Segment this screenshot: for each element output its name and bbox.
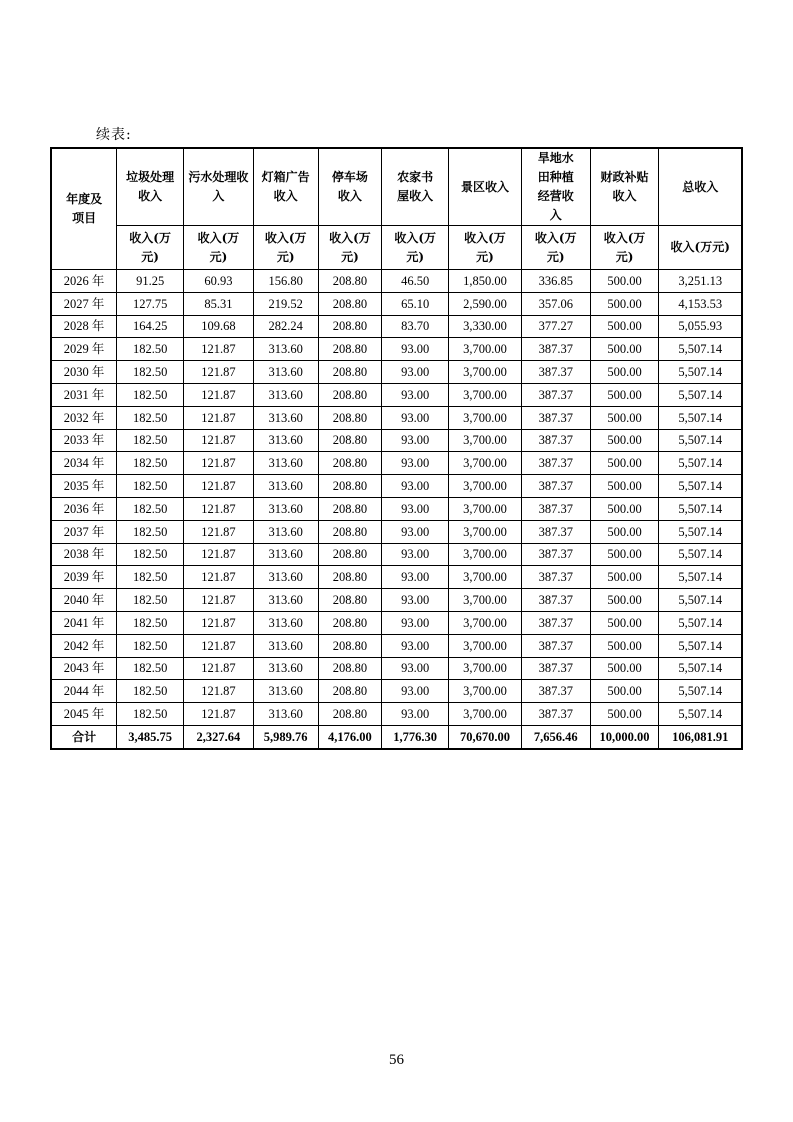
column-header: 财政补贴收入 xyxy=(590,148,659,226)
value-cell: 93.00 xyxy=(382,429,449,452)
year-cell: 2040 年 xyxy=(51,589,117,612)
value-cell: 313.60 xyxy=(253,383,318,406)
value-cell: 387.37 xyxy=(521,383,590,406)
total-value-cell: 1,776.30 xyxy=(382,725,449,749)
table-row xyxy=(51,270,742,293)
value-cell: 313.60 xyxy=(253,657,318,680)
table-caption: 续表: xyxy=(96,127,132,143)
value-cell: 5,507.14 xyxy=(659,429,742,452)
value-cell: 121.87 xyxy=(184,338,254,361)
value-cell: 3,700.00 xyxy=(449,703,522,726)
value-cell: 127.75 xyxy=(117,292,184,315)
value-cell: 208.80 xyxy=(318,634,382,657)
value-cell: 208.80 xyxy=(318,383,382,406)
value-cell: 500.00 xyxy=(590,383,659,406)
table-row xyxy=(51,406,742,429)
value-cell: 387.37 xyxy=(521,680,590,703)
value-cell: 182.50 xyxy=(117,383,184,406)
value-cell: 182.50 xyxy=(117,634,184,657)
value-cell: 3,700.00 xyxy=(449,634,522,657)
value-cell: 313.60 xyxy=(253,680,318,703)
value-cell: 93.00 xyxy=(382,475,449,498)
value-cell: 93.00 xyxy=(382,703,449,726)
value-cell: 182.50 xyxy=(117,543,184,566)
column-header: 垃圾处理收入 xyxy=(117,148,184,226)
year-cell: 2031 年 xyxy=(51,383,117,406)
value-cell: 208.80 xyxy=(318,315,382,338)
table-row xyxy=(51,680,742,703)
value-cell: 500.00 xyxy=(590,315,659,338)
value-cell: 500.00 xyxy=(590,703,659,726)
value-cell: 208.80 xyxy=(318,611,382,634)
value-cell: 500.00 xyxy=(590,634,659,657)
table-row xyxy=(51,338,742,361)
column-header: 停车场收入 xyxy=(318,148,382,226)
value-cell: 182.50 xyxy=(117,361,184,384)
table-row xyxy=(51,429,742,452)
value-cell: 208.80 xyxy=(318,429,382,452)
value-cell: 93.00 xyxy=(382,497,449,520)
value-cell: 5,507.14 xyxy=(659,338,742,361)
value-cell: 500.00 xyxy=(590,429,659,452)
value-cell: 121.87 xyxy=(184,406,254,429)
column-header: 农家书屋收入 xyxy=(382,148,449,226)
value-cell: 46.50 xyxy=(382,270,449,293)
value-cell: 3,700.00 xyxy=(449,406,522,429)
value-cell: 3,700.00 xyxy=(449,611,522,634)
value-cell: 208.80 xyxy=(318,520,382,543)
value-cell: 500.00 xyxy=(590,543,659,566)
value-cell: 164.25 xyxy=(117,315,184,338)
value-cell: 500.00 xyxy=(590,475,659,498)
value-cell: 65.10 xyxy=(382,292,449,315)
unit-header: 收入(万元) xyxy=(253,226,318,270)
value-cell: 387.37 xyxy=(521,611,590,634)
value-cell: 313.60 xyxy=(253,406,318,429)
value-cell: 3,700.00 xyxy=(449,543,522,566)
year-cell: 2045 年 xyxy=(51,703,117,726)
value-cell: 182.50 xyxy=(117,703,184,726)
value-cell: 182.50 xyxy=(117,611,184,634)
value-cell: 3,700.00 xyxy=(449,452,522,475)
value-cell: 387.37 xyxy=(521,338,590,361)
value-cell: 5,055.93 xyxy=(659,315,742,338)
table-row xyxy=(51,383,742,406)
value-cell: 121.87 xyxy=(184,657,254,680)
value-cell: 121.87 xyxy=(184,475,254,498)
value-cell: 121.87 xyxy=(184,520,254,543)
value-cell: 3,330.00 xyxy=(449,315,522,338)
value-cell: 313.60 xyxy=(253,520,318,543)
year-cell: 2043 年 xyxy=(51,657,117,680)
value-cell: 182.50 xyxy=(117,497,184,520)
year-cell: 2035 年 xyxy=(51,475,117,498)
year-cell: 2028 年 xyxy=(51,315,117,338)
value-cell: 3,700.00 xyxy=(449,497,522,520)
value-cell: 156.80 xyxy=(253,270,318,293)
value-cell: 85.31 xyxy=(184,292,254,315)
value-cell: 5,507.14 xyxy=(659,611,742,634)
value-cell: 377.27 xyxy=(521,315,590,338)
total-value-cell: 7,656.46 xyxy=(521,725,590,749)
value-cell: 208.80 xyxy=(318,497,382,520)
total-value-cell: 5,989.76 xyxy=(253,725,318,749)
column-header: 旱地水田种植经营收入 xyxy=(521,148,590,226)
value-cell: 387.37 xyxy=(521,634,590,657)
value-cell: 83.70 xyxy=(382,315,449,338)
value-cell: 208.80 xyxy=(318,475,382,498)
unit-header: 收入(万元) xyxy=(659,226,742,270)
value-cell: 121.87 xyxy=(184,680,254,703)
value-cell: 313.60 xyxy=(253,543,318,566)
value-cell: 121.87 xyxy=(184,361,254,384)
value-cell: 5,507.14 xyxy=(659,497,742,520)
value-cell: 121.87 xyxy=(184,589,254,612)
table-row xyxy=(51,292,742,315)
year-cell: 2029 年 xyxy=(51,338,117,361)
year-cell: 2034 年 xyxy=(51,452,117,475)
value-cell: 500.00 xyxy=(590,338,659,361)
value-cell: 5,507.14 xyxy=(659,361,742,384)
value-cell: 2,590.00 xyxy=(449,292,522,315)
value-cell: 208.80 xyxy=(318,406,382,429)
value-cell: 500.00 xyxy=(590,611,659,634)
value-cell: 357.06 xyxy=(521,292,590,315)
value-cell: 93.00 xyxy=(382,634,449,657)
value-cell: 121.87 xyxy=(184,429,254,452)
value-cell: 387.37 xyxy=(521,497,590,520)
value-cell: 60.93 xyxy=(184,270,254,293)
value-cell: 500.00 xyxy=(590,406,659,429)
value-cell: 93.00 xyxy=(382,657,449,680)
year-cell: 2026 年 xyxy=(51,270,117,293)
column-header: 总收入 xyxy=(659,148,742,226)
total-value-cell: 106,081.91 xyxy=(659,725,742,749)
value-cell: 182.50 xyxy=(117,338,184,361)
value-cell: 3,700.00 xyxy=(449,361,522,384)
value-cell: 313.60 xyxy=(253,566,318,589)
value-cell: 93.00 xyxy=(382,611,449,634)
value-cell: 4,153.53 xyxy=(659,292,742,315)
value-cell: 182.50 xyxy=(117,475,184,498)
value-cell: 93.00 xyxy=(382,452,449,475)
value-cell: 500.00 xyxy=(590,270,659,293)
value-cell: 500.00 xyxy=(590,292,659,315)
value-cell: 219.52 xyxy=(253,292,318,315)
value-cell: 121.87 xyxy=(184,497,254,520)
value-cell: 387.37 xyxy=(521,520,590,543)
value-cell: 5,507.14 xyxy=(659,406,742,429)
value-cell: 121.87 xyxy=(184,452,254,475)
table-row xyxy=(51,703,742,726)
value-cell: 387.37 xyxy=(521,703,590,726)
value-cell: 1,850.00 xyxy=(449,270,522,293)
total-value-cell: 4,176.00 xyxy=(318,725,382,749)
year-cell: 2041 年 xyxy=(51,611,117,634)
value-cell: 313.60 xyxy=(253,361,318,384)
table-row xyxy=(51,452,742,475)
page-number: 56 xyxy=(389,1052,404,1068)
value-cell: 313.60 xyxy=(253,475,318,498)
value-cell: 93.00 xyxy=(382,566,449,589)
value-cell: 3,700.00 xyxy=(449,566,522,589)
table-row xyxy=(51,657,742,680)
value-cell: 387.37 xyxy=(521,566,590,589)
unit-header: 收入(万元) xyxy=(590,226,659,270)
value-cell: 5,507.14 xyxy=(659,543,742,566)
value-cell: 5,507.14 xyxy=(659,680,742,703)
value-cell: 5,507.14 xyxy=(659,520,742,543)
value-cell: 387.37 xyxy=(521,543,590,566)
value-cell: 5,507.14 xyxy=(659,634,742,657)
total-value-cell: 70,670.00 xyxy=(449,725,522,749)
value-cell: 121.87 xyxy=(184,543,254,566)
value-cell: 5,507.14 xyxy=(659,383,742,406)
value-cell: 313.60 xyxy=(253,589,318,612)
column-header: 灯箱广告收入 xyxy=(253,148,318,226)
table-row xyxy=(51,589,742,612)
value-cell: 3,700.00 xyxy=(449,657,522,680)
value-cell: 121.87 xyxy=(184,703,254,726)
unit-header: 收入(万元) xyxy=(318,226,382,270)
value-cell: 208.80 xyxy=(318,270,382,293)
value-cell: 387.37 xyxy=(521,452,590,475)
value-cell: 93.00 xyxy=(382,680,449,703)
value-cell: 5,507.14 xyxy=(659,657,742,680)
value-cell: 5,507.14 xyxy=(659,475,742,498)
column-header: 污水处理收入 xyxy=(184,148,254,226)
value-cell: 282.24 xyxy=(253,315,318,338)
value-cell: 93.00 xyxy=(382,406,449,429)
value-cell: 182.50 xyxy=(117,452,184,475)
value-cell: 91.25 xyxy=(117,270,184,293)
value-cell: 3,700.00 xyxy=(449,680,522,703)
value-cell: 93.00 xyxy=(382,520,449,543)
value-cell: 313.60 xyxy=(253,497,318,520)
year-cell: 2033 年 xyxy=(51,429,117,452)
year-cell: 2030 年 xyxy=(51,361,117,384)
revenue-table xyxy=(50,147,743,750)
table-row xyxy=(51,475,742,498)
value-cell: 387.37 xyxy=(521,657,590,680)
value-cell: 182.50 xyxy=(117,566,184,589)
value-cell: 500.00 xyxy=(590,361,659,384)
value-cell: 313.60 xyxy=(253,611,318,634)
year-cell: 2042 年 xyxy=(51,634,117,657)
value-cell: 313.60 xyxy=(253,429,318,452)
table-row xyxy=(51,361,742,384)
value-cell: 93.00 xyxy=(382,589,449,612)
value-cell: 387.37 xyxy=(521,406,590,429)
value-cell: 500.00 xyxy=(590,589,659,612)
table-row xyxy=(51,543,742,566)
value-cell: 5,507.14 xyxy=(659,452,742,475)
value-cell: 387.37 xyxy=(521,429,590,452)
value-cell: 208.80 xyxy=(318,566,382,589)
value-cell: 387.37 xyxy=(521,361,590,384)
total-value-cell: 10,000.00 xyxy=(590,725,659,749)
value-cell: 208.80 xyxy=(318,361,382,384)
table-row xyxy=(51,566,742,589)
total-value-cell: 3,485.75 xyxy=(117,725,184,749)
value-cell: 3,251.13 xyxy=(659,270,742,293)
value-cell: 182.50 xyxy=(117,589,184,612)
unit-header: 收入(万元) xyxy=(521,226,590,270)
year-cell: 2038 年 xyxy=(51,543,117,566)
table-row xyxy=(51,611,742,634)
year-cell: 2037 年 xyxy=(51,520,117,543)
value-cell: 500.00 xyxy=(590,452,659,475)
value-cell: 93.00 xyxy=(382,338,449,361)
value-cell: 3,700.00 xyxy=(449,338,522,361)
value-cell: 182.50 xyxy=(117,657,184,680)
value-cell: 3,700.00 xyxy=(449,475,522,498)
year-cell: 2032 年 xyxy=(51,406,117,429)
column-header: 景区收入 xyxy=(449,148,522,226)
value-cell: 500.00 xyxy=(590,657,659,680)
value-cell: 109.68 xyxy=(184,315,254,338)
year-cell: 2036 年 xyxy=(51,497,117,520)
value-cell: 387.37 xyxy=(521,475,590,498)
value-cell: 208.80 xyxy=(318,589,382,612)
table-row xyxy=(51,520,742,543)
value-cell: 208.80 xyxy=(318,703,382,726)
value-cell: 208.80 xyxy=(318,680,382,703)
value-cell: 500.00 xyxy=(590,520,659,543)
value-cell: 182.50 xyxy=(117,680,184,703)
value-cell: 121.87 xyxy=(184,383,254,406)
total-value-cell: 2,327.64 xyxy=(184,725,254,749)
value-cell: 3,700.00 xyxy=(449,383,522,406)
total-label: 合计 xyxy=(51,725,117,749)
value-cell: 208.80 xyxy=(318,543,382,566)
year-cell: 2039 年 xyxy=(51,566,117,589)
value-cell: 500.00 xyxy=(590,566,659,589)
value-cell: 93.00 xyxy=(382,383,449,406)
unit-header: 收入(万元) xyxy=(382,226,449,270)
value-cell: 3,700.00 xyxy=(449,589,522,612)
value-cell: 313.60 xyxy=(253,703,318,726)
value-cell: 313.60 xyxy=(253,452,318,475)
value-cell: 93.00 xyxy=(382,543,449,566)
total-row xyxy=(51,725,742,749)
table-row xyxy=(51,634,742,657)
unit-header: 收入(万元) xyxy=(184,226,254,270)
value-cell: 313.60 xyxy=(253,634,318,657)
value-cell: 5,507.14 xyxy=(659,703,742,726)
year-cell: 2044 年 xyxy=(51,680,117,703)
value-cell: 313.60 xyxy=(253,338,318,361)
value-cell: 500.00 xyxy=(590,680,659,703)
value-cell: 121.87 xyxy=(184,634,254,657)
table-row xyxy=(51,315,742,338)
value-cell: 182.50 xyxy=(117,406,184,429)
value-cell: 208.80 xyxy=(318,657,382,680)
year-cell: 2027 年 xyxy=(51,292,117,315)
value-cell: 182.50 xyxy=(117,429,184,452)
value-cell: 3,700.00 xyxy=(449,520,522,543)
corner-header: 年度及项目 xyxy=(51,148,117,270)
value-cell: 208.80 xyxy=(318,292,382,315)
value-cell: 208.80 xyxy=(318,338,382,361)
value-cell: 387.37 xyxy=(521,589,590,612)
value-cell: 182.50 xyxy=(117,520,184,543)
value-cell: 3,700.00 xyxy=(449,429,522,452)
table-row xyxy=(51,497,742,520)
value-cell: 5,507.14 xyxy=(659,589,742,612)
value-cell: 208.80 xyxy=(318,452,382,475)
unit-header: 收入(万元) xyxy=(449,226,522,270)
value-cell: 5,507.14 xyxy=(659,566,742,589)
value-cell: 121.87 xyxy=(184,611,254,634)
unit-header: 收入(万元) xyxy=(117,226,184,270)
value-cell: 121.87 xyxy=(184,566,254,589)
value-cell: 93.00 xyxy=(382,361,449,384)
value-cell: 336.85 xyxy=(521,270,590,293)
value-cell: 500.00 xyxy=(590,497,659,520)
